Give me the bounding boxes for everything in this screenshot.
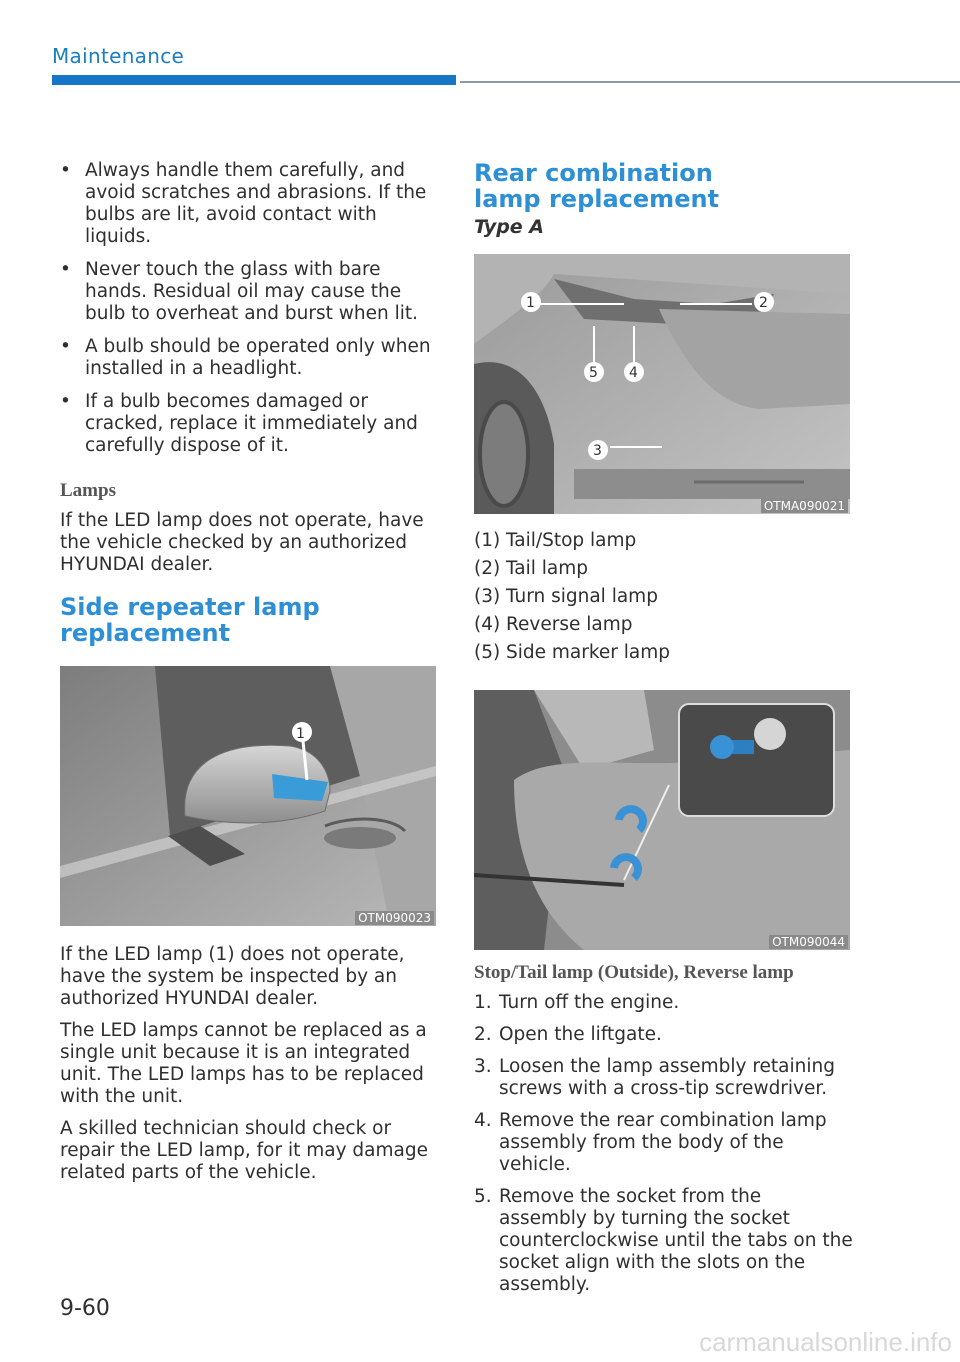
rear-combination-title: Rear combination lamp replacement — [474, 159, 720, 213]
callout-4: 4 — [629, 365, 638, 381]
step-number: 3. — [474, 1056, 492, 1077]
part-number: (4) — [474, 614, 501, 635]
part-number: (3) — [474, 586, 501, 607]
figure-code: OTM090044 — [769, 935, 848, 949]
list-item: • If a bulb becomes damaged or cracked, replace it immediately and carefully dispose of it. — [60, 391, 436, 457]
list-item — [474, 642, 854, 664]
screw-removal-illustration — [474, 690, 850, 950]
step-item — [474, 992, 854, 1014]
figure-code: OTMA090021 — [761, 499, 848, 513]
part-label: Side marker lamp — [506, 642, 671, 663]
led-paragraph-1: If the LED lamp (1) does not operate, have the system be inspected by an authorized HYUNDAI dealer. — [60, 944, 405, 1009]
callout-1: 1 — [296, 726, 305, 742]
part-label: Tail/Stop lamp — [506, 530, 637, 551]
step-item — [474, 1186, 854, 1296]
step-item — [474, 1024, 854, 1046]
led-paragraph-2: The LED lamps cannot be replaced as a single unit because it is an integrated unit. The LED lamps has to be replaced with the unit. — [60, 1020, 427, 1107]
callout-3: 3 — [593, 443, 602, 459]
step-item — [474, 1110, 854, 1176]
step-text: Remove the rear combination lamp assembly from the body of the vehicle. — [499, 1110, 827, 1175]
side-mirror-illustration — [60, 666, 436, 926]
left-column — [60, 160, 436, 1194]
step-number: 1. — [474, 992, 492, 1013]
side-repeater-title: Side repeater lamp replacement — [60, 593, 320, 647]
part-label: Tail lamp — [506, 558, 588, 579]
bulb-handling-list — [60, 160, 436, 457]
header-accent-bar — [52, 75, 456, 85]
callout-1: 1 — [526, 295, 535, 311]
part-label: Reverse lamp — [506, 614, 633, 635]
stop-tail-heading: Stop/Tail lamp (Outside), Reverse lamp — [474, 962, 794, 983]
rear-lamp-figure — [474, 254, 850, 514]
step-number: 2. — [474, 1024, 492, 1045]
side-mirror-figure — [60, 666, 436, 926]
watermark: carmanualsonline.info — [699, 1327, 952, 1357]
step-number: 4. — [474, 1110, 492, 1131]
list-item — [474, 614, 854, 636]
part-number: (5) — [474, 642, 501, 663]
figure-code: OTM090023 — [355, 911, 434, 925]
page-number: 9-60 — [60, 1296, 110, 1321]
list-item — [474, 558, 854, 580]
lamps-heading: Lamps — [60, 480, 116, 501]
section-title: Maintenance — [52, 44, 185, 68]
screw-removal-figure — [474, 690, 850, 950]
step-text: Open the liftgate. — [499, 1024, 662, 1045]
part-label: Turn signal lamp — [506, 586, 658, 607]
part-number: (1) — [474, 530, 501, 551]
list-item: • Always handle them carefully, and avoid scratches and abrasions. If the bulbs are lit, avoid contact with liquids. — [60, 160, 436, 248]
step-text: Turn off the engine. — [499, 992, 680, 1013]
type-label: Type A — [474, 216, 545, 238]
lamp-parts-list — [474, 530, 854, 664]
lamps-text: If the LED lamp does not operate, have the vehicle checked by an authorized HYUNDAI dealer. — [60, 510, 424, 575]
step-text: Remove the socket from the assembly by turning the socket counterclockwise until the tabs on the socket align with the slots on the assembly. — [499, 1186, 853, 1295]
led-paragraph-3: A skilled technician should check or repair the LED lamp, for it may damage related parts of the vehicle. — [60, 1118, 428, 1183]
step-number: 5. — [474, 1186, 492, 1207]
step-item — [474, 1056, 854, 1100]
list-item: • Never touch the glass with bare hands. Residual oil may cause the bulb to overheat and burst when lit. — [60, 259, 436, 325]
callout-5: 5 — [589, 365, 598, 381]
callout-2: 2 — [759, 295, 768, 311]
part-number: (2) — [474, 558, 501, 579]
step-text: Loosen the lamp assembly retaining screws with a cross-tip screwdriver. — [499, 1056, 835, 1099]
header-rule — [460, 81, 960, 83]
list-item — [474, 530, 854, 552]
list-item: • A bulb should be operated only when installed in a headlight. — [60, 336, 436, 380]
list-item — [474, 586, 854, 608]
right-column — [474, 160, 854, 1306]
replacement-steps — [474, 992, 854, 1296]
